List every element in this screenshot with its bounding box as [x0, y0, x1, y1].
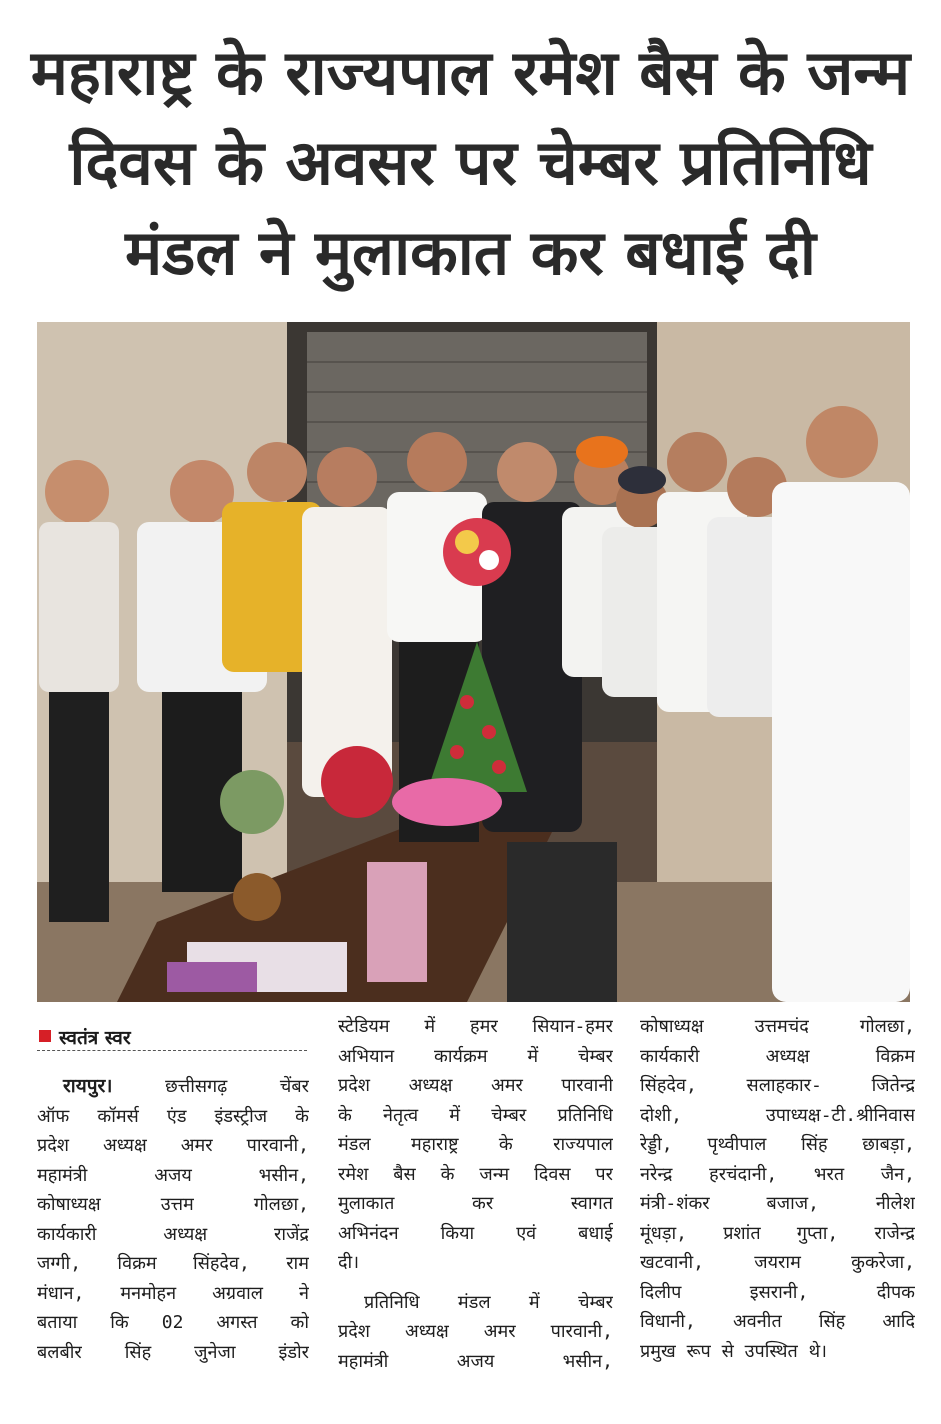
article-line: अभियान कार्यक्रम में चेम्बर — [338, 1045, 613, 1067]
article-line: प्रमुख रूप से उपस्थित थे। — [640, 1340, 827, 1362]
article-line: महामंत्री अजय भसीन, — [338, 1350, 613, 1372]
article-line: दोशी, उपाध्यक्ष-टी.श्रीनिवास — [640, 1104, 915, 1126]
headline-line-2: दिवस के अवसर पर चेम्बर प्रतिनिधि — [69, 126, 872, 199]
article-line: रमेश बैस के जन्म दिवस पर — [338, 1163, 613, 1185]
article-column-1 — [37, 1072, 309, 1367]
article-line: के नेतृत्व में चेम्बर प्रतिनिधि — [338, 1104, 613, 1126]
byline — [37, 1024, 307, 1051]
article-line: अभिनंदन किया एवं बधाई — [338, 1222, 613, 1244]
dateline: रायपुर। — [63, 1075, 113, 1097]
article-line: मूंधड़ा, प्रशांत गुप्ता, राजेन्द्र — [640, 1222, 915, 1244]
article-column-3 — [640, 1012, 915, 1366]
headline — [20, 28, 921, 298]
article-line: रायपुर। छत्तीसगढ़ चेंबर — [63, 1075, 309, 1097]
article-line: मंत्री-शंकर बजाज, नीलेश — [640, 1193, 915, 1214]
article-line: प्रदेश अध्यक्ष अमर पारवानी — [338, 1075, 613, 1096]
article-line: दिलीप इसरानी, दीपक — [640, 1281, 915, 1303]
article-line: स्टेडियम में हमर सियान-हमर — [338, 1016, 613, 1037]
article-line: प्रतिनिधि मंडल में चेम्बर — [364, 1291, 613, 1313]
headline-line-3: मंडल ने मुलाकात कर बधाई दी — [125, 216, 816, 289]
article-line: विधानी, अवनीत सिंह आदि — [640, 1311, 915, 1332]
article-line: महामंत्री अजय भसीन, — [37, 1164, 309, 1186]
article-line: प्रदेश अध्यक्ष अमर पारवानी, — [37, 1135, 309, 1156]
article-line: कोषाध्यक्ष उत्तमचंद गोलछा, — [640, 1016, 915, 1037]
article-line: मंधान, मनमोहन अग्रवाल ने — [37, 1282, 309, 1304]
byline-text: स्वतंत्र स्वर — [59, 1027, 131, 1049]
article-line: कोषाध्यक्ष उत्तम गोलछा, — [37, 1194, 309, 1215]
group-photo-illustration — [37, 322, 910, 1002]
article-line: मुलाकात कर स्वागत — [338, 1193, 613, 1214]
article-line: नरेन्द्र हरचंदानी, भरत जैन, — [640, 1163, 915, 1185]
news-photo — [37, 322, 910, 1002]
article-line: बलबीर सिंह जुनेजा इंडोर — [37, 1341, 309, 1363]
article-line: कार्यकारी अध्यक्ष राजेंद्र — [37, 1223, 309, 1245]
article-line: प्रदेश अध्यक्ष अमर पारवानी, — [338, 1321, 613, 1342]
article-line: सिंहदेव, सलाहकार- जितेन्द्र — [640, 1075, 915, 1096]
article-line: कार्यकारी अध्यक्ष विक्रम — [640, 1045, 915, 1067]
headline-line-1: महाराष्ट्र के राज्यपाल रमेश बैस के जन्म — [30, 36, 911, 109]
article-line: दी। — [338, 1252, 360, 1273]
article-line: खटवानी, जयराम कुकरेजा, — [640, 1252, 915, 1273]
byline-marker-icon — [39, 1030, 51, 1042]
article-line: जग्गी, विक्रम सिंहदेव, राम — [37, 1253, 309, 1274]
article-line: रेड्डी, पृथ्वीपाल सिंह छाबड़ा, — [640, 1134, 915, 1155]
article-line: बताया कि 02 अगस्त को — [37, 1312, 309, 1333]
article-line: मंडल महाराष्ट्र के राज्यपाल — [338, 1134, 613, 1155]
article-line: ऑफ कॉमर्स एंड इंडस्ट्रीज के — [37, 1105, 309, 1127]
article-column-2 — [338, 1012, 613, 1376]
